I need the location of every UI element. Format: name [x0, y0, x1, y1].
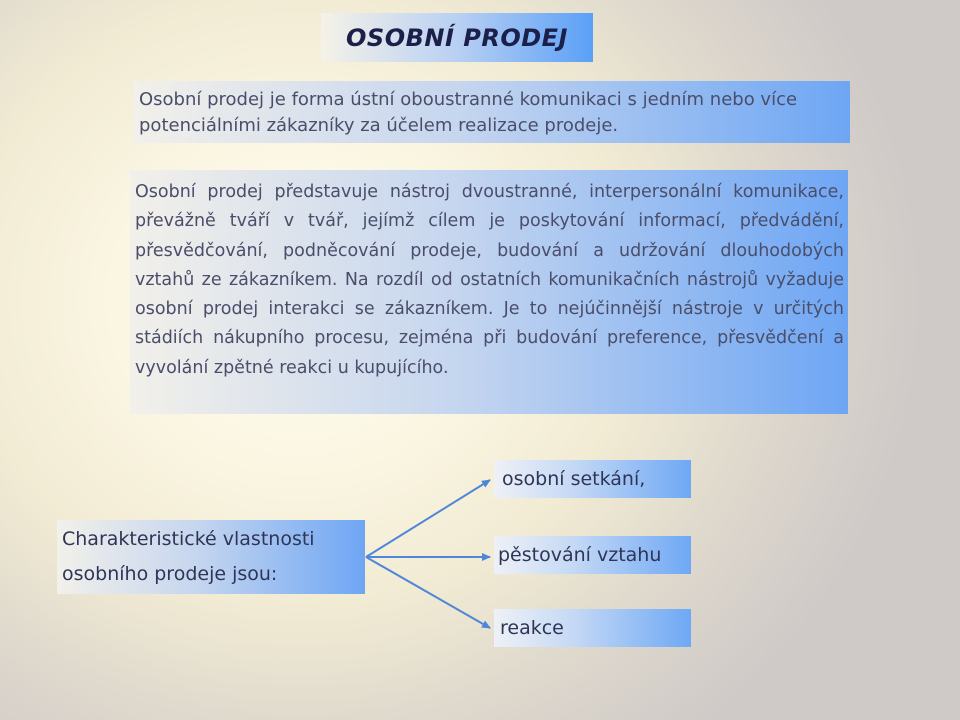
characteristics-label: Charakteristické vlastnosti osobního prodeje jsou:: [62, 528, 315, 585]
definition-text: Osobní prodej je forma ústní oboustranné komunikaci s jedním nebo více potenciálními zákazníky za účelem realizace prodeje.: [139, 89, 798, 136]
characteristic-label: osobní setkání,: [502, 468, 646, 490]
characteristic-label: pěstování vztahu: [498, 544, 662, 566]
characteristic-item-reaction: [494, 609, 691, 647]
characteristic-label: reakce: [500, 617, 564, 639]
characteristic-item-relationship: [494, 536, 691, 574]
page-title: OSOBNÍ PRODEJ: [346, 23, 568, 52]
arrow-to-item-1: [366, 480, 490, 557]
description-text: Osobní prodej představuje nástroj dvoustranné, interpersonální komunikace, převážně tváří v tvář, jejímž cílem je poskytování informací, předvádění, přesvědčování, podněcování prodeje, budování a udržování dlouhodobých vztahů ze zákazníkem. Na rozdíl od ostatních komunikačních nástrojů vyžaduje osobní prodej interakci se zákazníkem. Je to nejúčinnější nástroje v určitých stádiích nákupního procesu, zejména při budování preference, přesvědčení a vyvolání zpětné reakci u kupujícího.: [135, 182, 844, 378]
characteristic-item-meeting: [494, 460, 691, 498]
arrow-to-item-3: [366, 557, 490, 628]
